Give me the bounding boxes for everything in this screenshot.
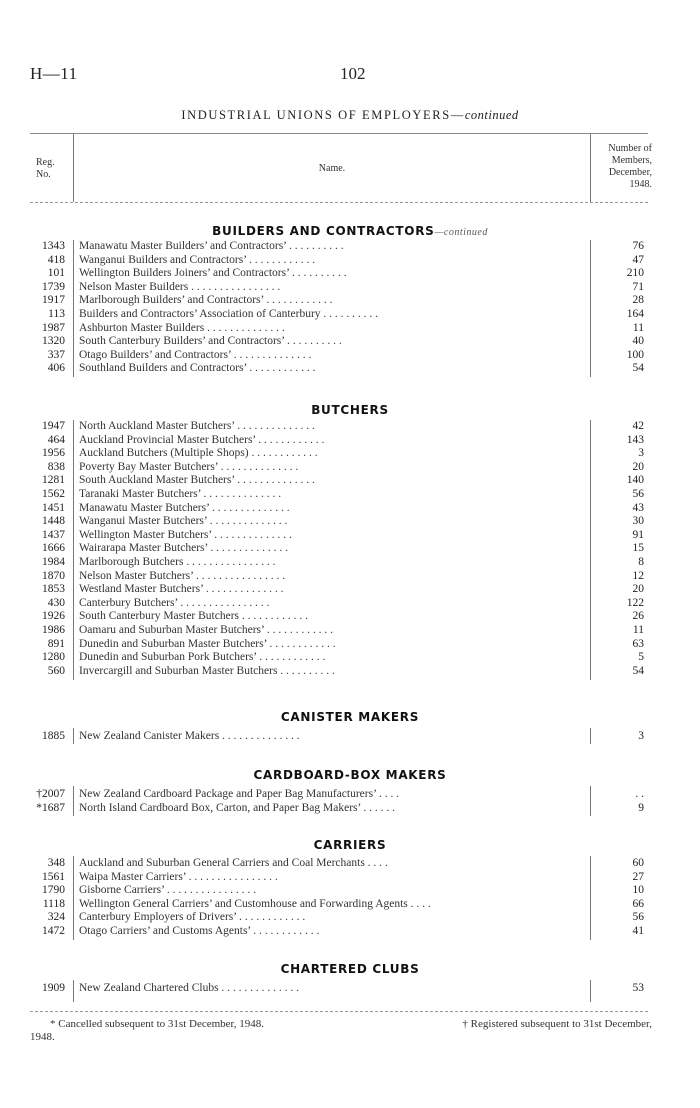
members-header-line3: December, [608, 167, 652, 178]
member-count: 54 [632, 664, 644, 677]
member-count: 47 [632, 253, 644, 266]
reg-number: 1917 [42, 294, 65, 307]
union-name: Ashburton Master Builders . . . . . . . . . . . . . . [79, 321, 285, 334]
section-rows-chartered-clubs [0, 982, 700, 996]
member-count: 20 [632, 460, 644, 473]
table-row [0, 254, 700, 268]
member-count: 43 [632, 501, 644, 514]
union-name: Otago Carriers’ and Customs Agents’ . . . . . . . . . . . . [79, 924, 320, 937]
member-count: 140 [626, 474, 644, 487]
table-row [0, 420, 700, 434]
table-row [0, 362, 700, 376]
union-name: Marlborough Butchers . . . . . . . . . . . . . . . . [79, 555, 276, 568]
table-row [0, 556, 700, 570]
union-name: Builders and Contractors’ Association of Canterbury . . . . . . . . . . [79, 307, 379, 320]
member-count: 143 [626, 433, 644, 446]
member-count: 11 [632, 321, 644, 334]
union-name: Auckland Provincial Master Butchers’ . . . . . . . . . . . . [79, 433, 325, 446]
reg-number: 464 [47, 433, 65, 446]
union-name: South Canterbury Master Butchers . . . . . . . . . . . . [79, 610, 309, 623]
reg-header-line2: No. [36, 169, 51, 180]
reg-number: 113 [48, 307, 65, 320]
reg-number: 1343 [42, 240, 65, 252]
union-name: Taranaki Master Butchers’ . . . . . . . . . . . . . . [79, 487, 282, 500]
member-count: 3 [638, 447, 644, 460]
reg-number: 838 [47, 460, 65, 473]
member-count: 164 [626, 307, 644, 320]
reg-number: 1472 [42, 924, 65, 937]
members-header-line1: Number of [608, 143, 652, 154]
members-header-line2: Members, [611, 155, 652, 166]
page-title-text: INDUSTRIAL UNIONS OF EMPLOYERS— [181, 108, 465, 122]
reg-number: 324 [47, 911, 65, 924]
page-number: 102 [340, 64, 366, 83]
member-count: 3 [638, 730, 644, 742]
union-name: Poverty Bay Master Butchers’ . . . . . . . . . . . . . . [79, 460, 299, 473]
table-row [0, 515, 700, 529]
member-count: 5 [638, 651, 644, 664]
union-name: Auckland Butchers (Multiple Shops) . . . . . . . . . . . . [79, 447, 318, 460]
table-row [0, 308, 700, 322]
union-name: North Auckland Master Butchers’ . . . . . . . . . . . . . . [79, 420, 315, 432]
union-name: Oamaru and Suburban Master Butchers’ . . . . . . . . . . . . [79, 623, 334, 636]
table-row [0, 583, 700, 597]
reg-number: 1909 [42, 982, 65, 994]
member-count: 56 [632, 487, 644, 500]
table-row [0, 982, 700, 996]
section-heading-text: BUILDERS AND CONTRACTORS [212, 224, 435, 238]
union-name: North Island Cardboard Box, Carton, and Paper Bag Makers’ . . . . . . [79, 801, 395, 814]
member-count: 63 [632, 637, 644, 650]
union-name: South Auckland Master Butchers’ . . . . . . . . . . . . . . [79, 474, 315, 487]
table-row [0, 638, 700, 652]
union-name: Manawatu Master Butchers’ . . . . . . . . . . . . . . [79, 501, 290, 514]
member-count: 71 [632, 280, 644, 293]
reg-header-line1: Reg. [36, 157, 55, 168]
table-row [0, 871, 700, 885]
member-count: 122 [626, 596, 644, 609]
reg-number: 1870 [42, 569, 65, 582]
union-name: Canterbury Butchers’ . . . . . . . . . . . . . . . . [79, 596, 270, 609]
reg-number: 1956 [42, 447, 65, 460]
union-name: Waipa Master Carriers’ . . . . . . . . . . . . . . . . [79, 870, 278, 883]
table-row [0, 651, 700, 665]
table-row [0, 665, 700, 679]
union-name: Wellington General Carriers’ and Customhouse and Forwarding Agents . . . . [79, 897, 431, 910]
table-row [0, 474, 700, 488]
union-name: Auckland and Suburban General Carriers and Coal Merchants . . . . [79, 857, 388, 869]
section-heading-chartered-clubs [0, 962, 700, 976]
member-count: 28 [632, 294, 644, 307]
table-row [0, 730, 700, 744]
table-row [0, 240, 700, 254]
reg-number: 1885 [42, 730, 65, 742]
section-heading-builders [0, 224, 700, 238]
member-count: 26 [632, 610, 644, 623]
table-row [0, 802, 700, 816]
member-count: 20 [632, 583, 644, 596]
union-name: New Zealand Chartered Clubs . . . . . . . . . . . . . . [79, 982, 300, 994]
reg-number: 1562 [42, 487, 65, 500]
member-count: 41 [632, 924, 644, 937]
section-rows-builders [0, 240, 700, 376]
column-divider-members [590, 133, 591, 202]
member-count: 27 [632, 870, 644, 883]
member-count: 42 [632, 420, 644, 432]
reg-number: 430 [47, 596, 65, 609]
table-row [0, 542, 700, 556]
section-heading-canister-makers [0, 710, 700, 724]
member-count: 60 [632, 857, 644, 869]
table-row [0, 624, 700, 638]
reg-number: 1739 [42, 280, 65, 293]
member-count: . . [635, 788, 644, 800]
section-rows-carriers [0, 857, 700, 939]
union-name: Dunedin and Suburban Master Butchers’ . . . . . . . . . . . . [79, 637, 336, 650]
reg-number: 1280 [42, 651, 65, 664]
section-heading-suffix: —continued [434, 227, 488, 238]
union-name: Southland Builders and Contractors’ . . . . . . . . . . . . [79, 362, 316, 375]
table-row [0, 294, 700, 308]
section-heading-text: CARDBOARD-BOX MAKERS [253, 768, 447, 782]
table-row [0, 281, 700, 295]
table-row [0, 529, 700, 543]
union-name: Invercargill and Suburban Master Butchers . . . . . . . . . . [79, 664, 335, 677]
reg-number: 1984 [42, 555, 65, 568]
table-bottom-rule [30, 1011, 648, 1012]
reg-number: 1448 [42, 515, 65, 528]
union-name: Wellington Master Butchers’ . . . . . . . . . . . . . . [79, 528, 292, 541]
reg-number: 1320 [42, 335, 65, 348]
table-row [0, 488, 700, 502]
member-count: 8 [638, 555, 644, 568]
reg-number: 1666 [42, 542, 65, 555]
section-heading-carriers [0, 838, 700, 852]
section-heading-butchers [0, 403, 700, 417]
table-row [0, 884, 700, 898]
reg-number: 1790 [42, 884, 65, 897]
member-count: 66 [632, 897, 644, 910]
reg-number: 1118 [42, 897, 65, 910]
section-heading-text: CANISTER MAKERS [280, 710, 420, 724]
reg-number: 1947 [42, 420, 65, 432]
reg-number: 1451 [42, 501, 65, 514]
section-rows-canister-makers [0, 730, 700, 744]
table-row [0, 349, 700, 363]
reg-number: 1281 [42, 474, 65, 487]
member-count: 10 [632, 884, 644, 897]
member-count: 54 [632, 362, 644, 375]
member-count: 9 [638, 801, 644, 814]
union-name: Wellington Builders Joiners’ and Contractors’ . . . . . . . . . . [79, 267, 347, 280]
member-count: 30 [632, 515, 644, 528]
table-row [0, 335, 700, 349]
section-rows-cardboard-box-makers [0, 788, 700, 815]
table-row [0, 267, 700, 281]
page-title-suffix: continued [464, 108, 519, 122]
member-count: 15 [632, 542, 644, 555]
reg-number: 348 [47, 857, 65, 869]
table-row [0, 857, 700, 871]
table-top-rule [30, 133, 648, 134]
reg-number: 1986 [42, 623, 65, 636]
table-row [0, 461, 700, 475]
reg-number: 1987 [42, 321, 65, 334]
member-count: 76 [632, 240, 644, 252]
union-name: Gisborne Carriers’ . . . . . . . . . . . . . . . . [79, 884, 257, 897]
reg-number: 891 [47, 637, 65, 650]
reg-number: 560 [47, 664, 65, 677]
report-reference: H—11 [30, 64, 78, 83]
reg-number: 1853 [42, 583, 65, 596]
section-rows-butchers [0, 420, 700, 678]
union-name: Marlborough Builders’ and Contractors’ . . . . . . . . . . . . [79, 294, 333, 307]
footnote-registered: † Registered subsequent to 31st December, [462, 1018, 652, 1030]
table-row [0, 911, 700, 925]
member-count: 100 [626, 348, 644, 361]
union-name: Nelson Master Builders . . . . . . . . . . . . . . . . [79, 280, 281, 293]
table-row [0, 898, 700, 912]
union-name: New Zealand Canister Makers . . . . . . . . . . . . . . [79, 730, 300, 742]
union-name: Nelson Master Butchers’ . . . . . . . . . . . . . . . . [79, 569, 286, 582]
reg-number: 101 [47, 267, 65, 280]
reg-number: 406 [47, 362, 65, 375]
reg-no-header [36, 157, 55, 181]
reg-number: 418 [47, 253, 65, 266]
section-heading-text: BUTCHERS [311, 403, 389, 417]
member-count: 56 [632, 911, 644, 924]
table-row [0, 597, 700, 611]
footnote-cancelled: * Cancelled subsequent to 31st December, 1948. [50, 1018, 265, 1030]
members-header [592, 143, 652, 191]
union-name: South Canterbury Builders’ and Contractors’ . . . . . . . . . . [79, 335, 342, 348]
union-name: New Zealand Cardboard Package and Paper Bag Manufacturers’ . . . . [79, 788, 400, 800]
table-row [0, 925, 700, 939]
table-row [0, 447, 700, 461]
reg-number: †2007 [36, 788, 65, 800]
member-count: 12 [632, 569, 644, 582]
union-name: Wanganui Builders and Contractors’ . . . . . . . . . . . . [79, 253, 316, 266]
union-name: Westland Master Butchers’ . . . . . . . . . . . . . . [79, 583, 284, 596]
member-count: 91 [632, 528, 644, 541]
table-row [0, 788, 700, 802]
union-name: Canterbury Employers of Drivers’ . . . . . . . . . . . . [79, 911, 306, 924]
section-heading-text: CARRIERS [313, 838, 387, 852]
table-row [0, 434, 700, 448]
reg-number: 337 [47, 348, 65, 361]
name-header: Name. [318, 163, 346, 174]
member-count: 40 [632, 335, 644, 348]
table-row [0, 570, 700, 584]
reg-number: 1561 [42, 870, 65, 883]
reg-number: 1926 [42, 610, 65, 623]
page-title [0, 108, 700, 123]
member-count: 53 [632, 982, 644, 994]
section-heading-text: CHARTERED CLUBS [280, 962, 420, 976]
member-count: 11 [632, 623, 644, 636]
section-heading-cardboard-box-makers [0, 768, 700, 782]
footnote-year: 1948. [30, 1031, 55, 1043]
union-name: Manawatu Master Builders’ and Contractors’ . . . . . . . . . . [79, 240, 344, 252]
members-header-line4: 1948. [629, 179, 652, 190]
union-name: Dunedin and Suburban Pork Butchers’ . . . . . . . . . . . . [79, 651, 326, 664]
table-row [0, 610, 700, 624]
union-name: Otago Builders’ and Contractors’ . . . . . . . . . . . . . . [79, 348, 312, 361]
reg-number: 1437 [42, 528, 65, 541]
table-row [0, 502, 700, 516]
reg-number: *1687 [36, 801, 65, 814]
table-row [0, 322, 700, 336]
union-name: Wanganui Master Butchers’ . . . . . . . . . . . . . . [79, 515, 288, 528]
union-name: Wairarapa Master Butchers’ . . . . . . . . . . . . . . [79, 542, 288, 555]
member-count: 210 [626, 267, 644, 280]
table-header-rule [30, 202, 648, 203]
